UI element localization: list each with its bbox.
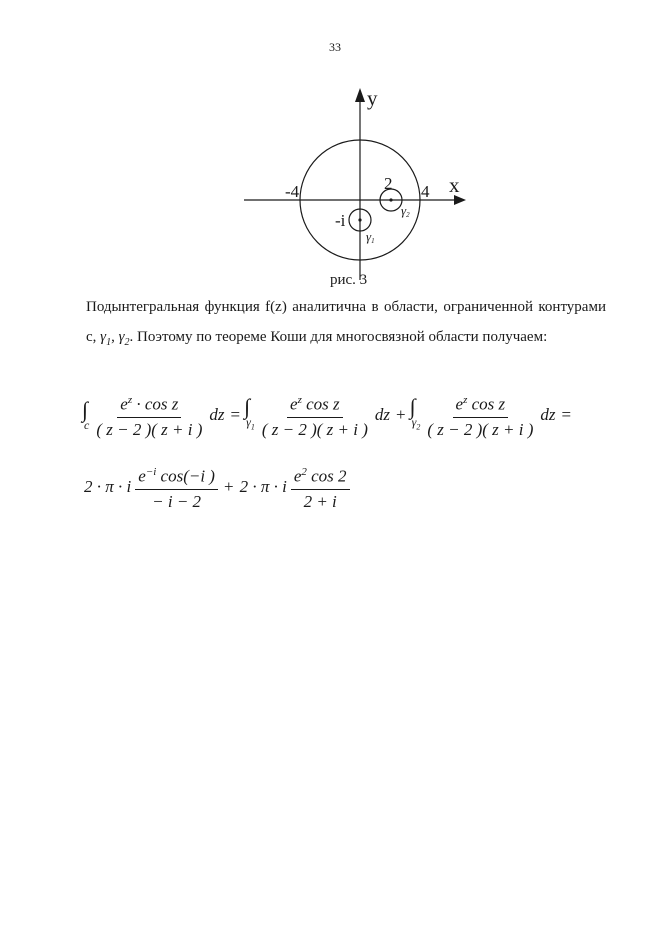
fraction-1: $\frac{e^z \cdot \cos z}{( z - 2 )( z + i )}$ xyxy=(93,390,205,440)
integral-c: ∫ c xyxy=(82,396,90,432)
axis-x-label: x xyxy=(449,173,460,197)
label-gamma1: γ1 xyxy=(366,229,375,245)
point-2-dot xyxy=(389,198,392,201)
paragraph-line2: . Поэтому по теореме Коши для многосвязной области получаем: xyxy=(129,329,548,345)
figure-caption: рис. 3 xyxy=(330,272,368,288)
axis-y-label: y xyxy=(367,86,378,110)
fraction-2: $\frac{e^z \cos z}{( z - 2 )( z + i )}$ xyxy=(259,390,371,440)
gamma2-symbol: $\gamma_2$ xyxy=(118,329,130,348)
label-minus-i: -i xyxy=(335,211,346,230)
label-4: 4 xyxy=(421,182,430,201)
point-minus-i-dot xyxy=(358,218,361,221)
formula-line-2: 2 · π · i $\frac{e^{-i} \cos(-i )}{- i - 2}$ + 2 · π · i $\frac{e^2 \cos 2}{2 + i}$ xyxy=(82,462,352,512)
fraction-4: $\frac{e^{-i} \cos(-i )}{- i - 2}$ xyxy=(135,462,218,512)
label-minus-4: -4 xyxy=(285,182,300,201)
label-2: 2 xyxy=(384,174,393,193)
label-gamma2: γ2 xyxy=(401,203,410,219)
paragraph-line1: Подынтегральная функция f(z) аналитична в области, ограниченной контурами с, xyxy=(86,299,606,345)
body-paragraph: Подынтегральная функция f(z) аналитична в области, ограниченной контурами с, $\gamma_1$, $\gamma_2$. Поэтому по теореме Коши для многосвязной области получаем: xyxy=(86,299,606,348)
integral-gamma2: ∫ $\gamma_2$ xyxy=(409,394,421,432)
page-number: 33 xyxy=(329,40,341,54)
contour-figure xyxy=(0,0,670,300)
gamma1-symbol: $\gamma_1$ xyxy=(100,329,112,348)
fraction-3: $\frac{e^z \cos z}{( z - 2 )( z + i )}$ xyxy=(424,390,536,440)
y-axis-arrow-icon xyxy=(355,88,365,102)
fraction-5: $\frac{e^2 \cos 2}{2 + i}$ xyxy=(291,462,350,512)
integral-gamma1: ∫ $\gamma_1$ xyxy=(244,394,255,432)
formula-line-1: ∫ c $\frac{e^z \cdot \cos z}{( z - 2 )( z + i )}$ dz = ∫ $\gamma_1$ $\frac{e^z \cos z}{( z - 2 )( z + i )}$ dz + ∫ $\gamma_2$ $\frac{e^z \cos z}{( z - 2 )( z + i )}$ dz = xyxy=(82,390,575,440)
